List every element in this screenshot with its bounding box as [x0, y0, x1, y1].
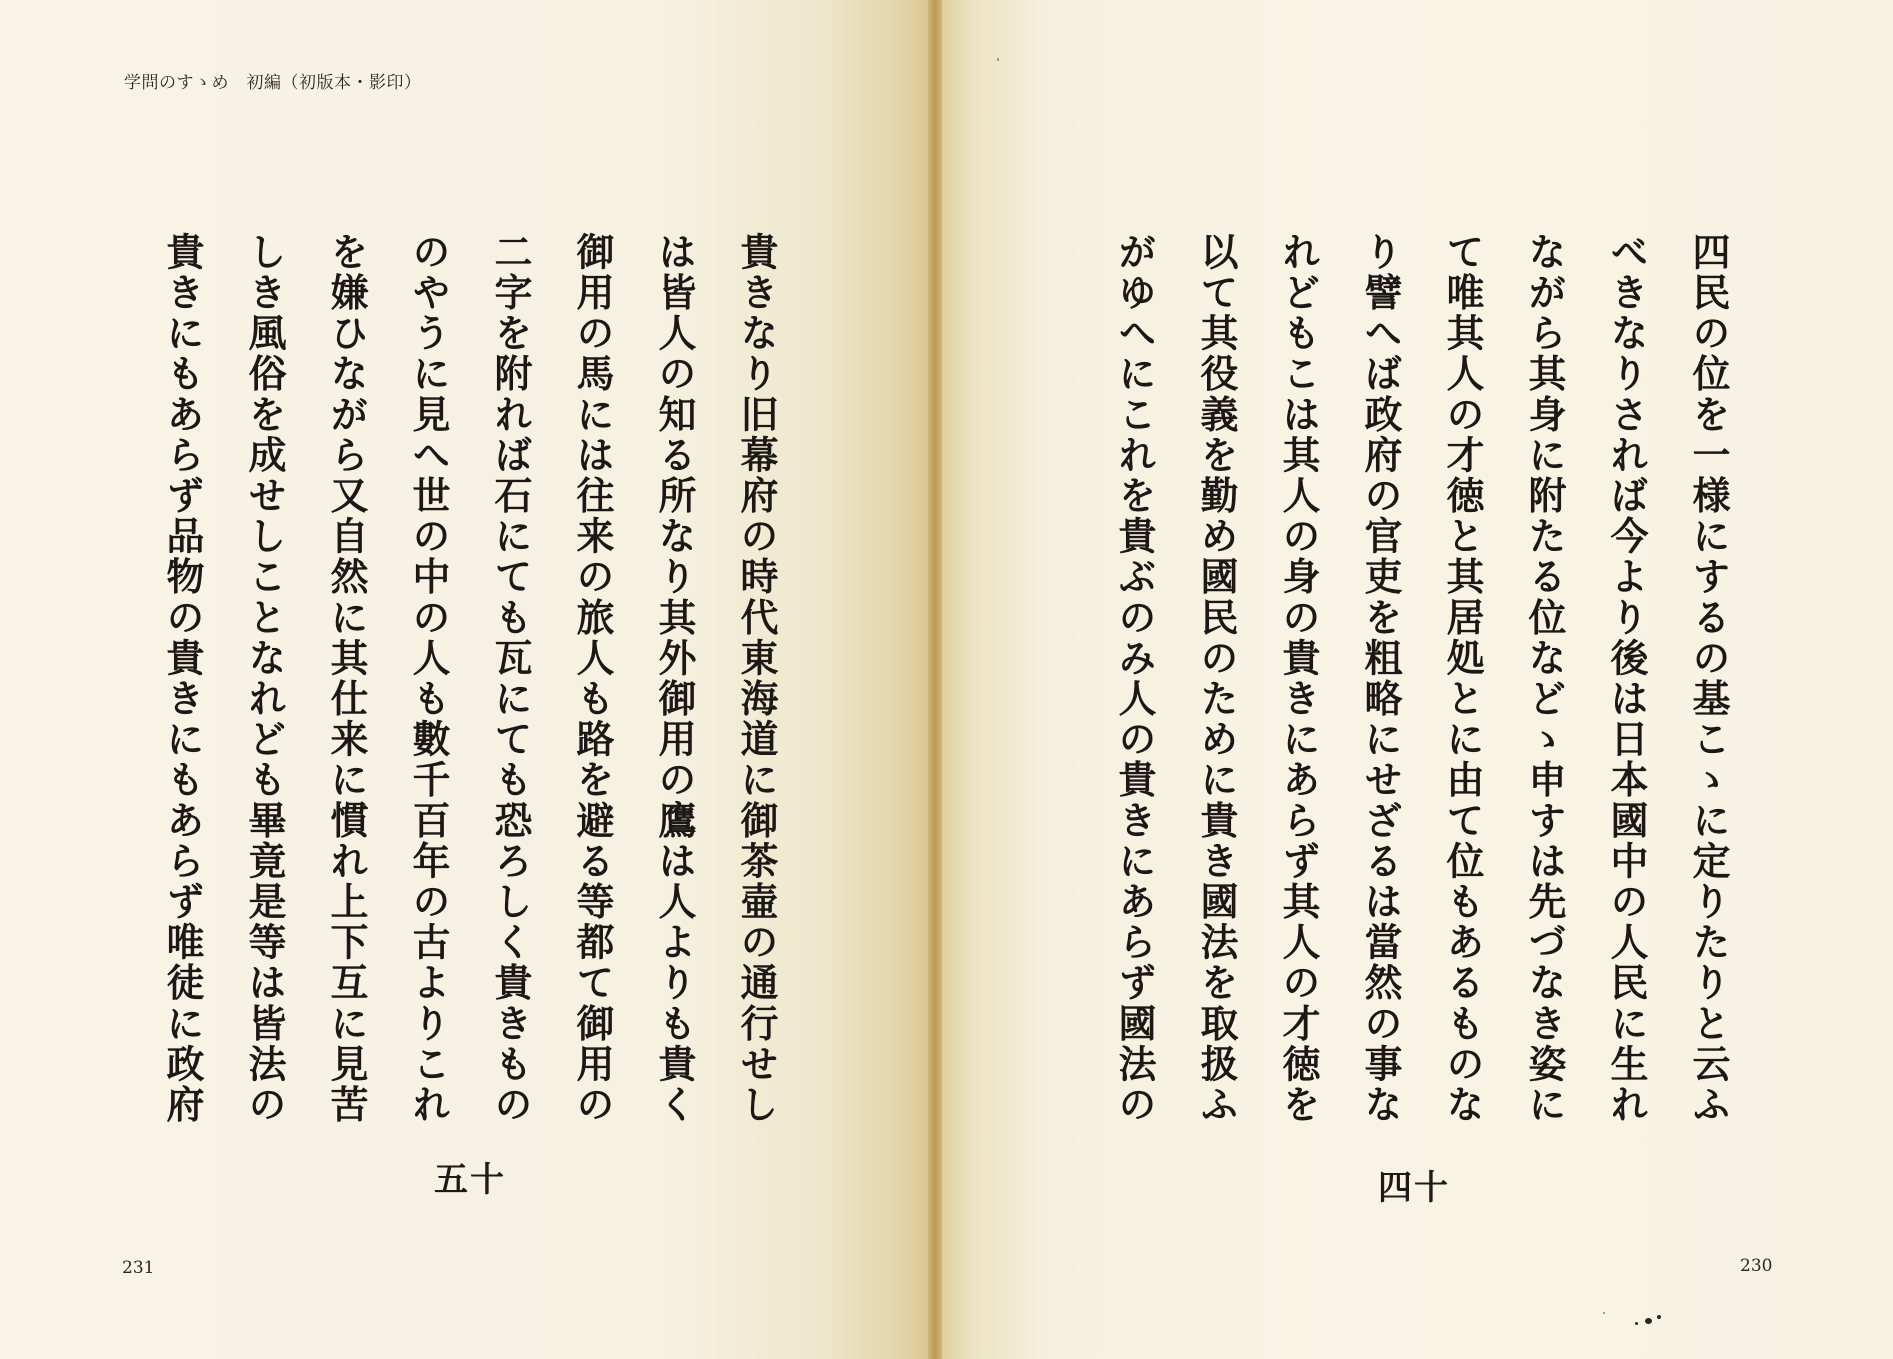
left-text-block: [160, 232, 779, 1126]
ink-speck: [997, 58, 999, 61]
right-page: [935, 0, 1893, 1359]
ink-speck: [1645, 1318, 1652, 1324]
page-number: 230: [1740, 1256, 1773, 1276]
folio-chapter-number: 四十: [1378, 1168, 1450, 1208]
ink-speck: [1657, 1315, 1661, 1319]
text-column: べきなりされば今より後は日本國中の人民に生れ: [1604, 232, 1649, 1126]
text-column: ながら其身に附たる位などゝ申すは先づなき姿に: [1522, 232, 1567, 1126]
folio-chapter-number: 五十: [434, 1160, 506, 1200]
text-column: しき風俗を成せしことなれども畢竟是等は皆法の: [242, 232, 287, 1126]
ink-speck: [1603, 1312, 1605, 1314]
text-column: 貴きにもあらず品物の貴きにもあらず唯徒に政府: [160, 232, 205, 1126]
right-text-block: [1112, 232, 1731, 1126]
text-column: 貴きなり旧幕府の時代東海道に御茶壷の通行せし: [734, 232, 779, 1126]
book-gutter: [928, 0, 942, 1359]
page-number: 231: [122, 1258, 155, 1278]
text-column: て唯其人の才徳と其居処とに由て位もあるものな: [1440, 232, 1485, 1126]
text-column: のやうに見へ世の中の人も數千百年の古よりこれ: [406, 232, 451, 1126]
text-column: 以て其役義を勤め國民のために貴き國法を取扱ふ: [1194, 232, 1239, 1126]
running-head: 学問のすゝめ 初編（初版本・影印）: [124, 73, 422, 93]
text-column: れどもこは其人の身の貴きにあらず其人の才徳を: [1276, 232, 1321, 1126]
left-page: [0, 0, 935, 1359]
text-column: 御用の馬には往来の旅人も路を避る等都て御用の: [570, 232, 615, 1126]
text-column: を嫌ひながら又自然に其仕来に慣れ上下互に見苦: [324, 232, 369, 1126]
text-column: 二字を附れば石にても瓦にても恐ろしく貴きもの: [488, 232, 533, 1126]
text-column: は皆人の知る所なり其外御用の鷹は人よりも貴く: [652, 232, 697, 1126]
text-column: り譬へば政府の官吏を粗略にせざるは當然の事な: [1358, 232, 1403, 1126]
text-column: 四民の位を一様にするの基こゝに定りたりと云ふ: [1686, 232, 1731, 1126]
text-column: がゆへにこれを貴ぶのみ人の貴きにあらず國法の: [1112, 232, 1157, 1126]
ink-speck: [1635, 1322, 1638, 1325]
